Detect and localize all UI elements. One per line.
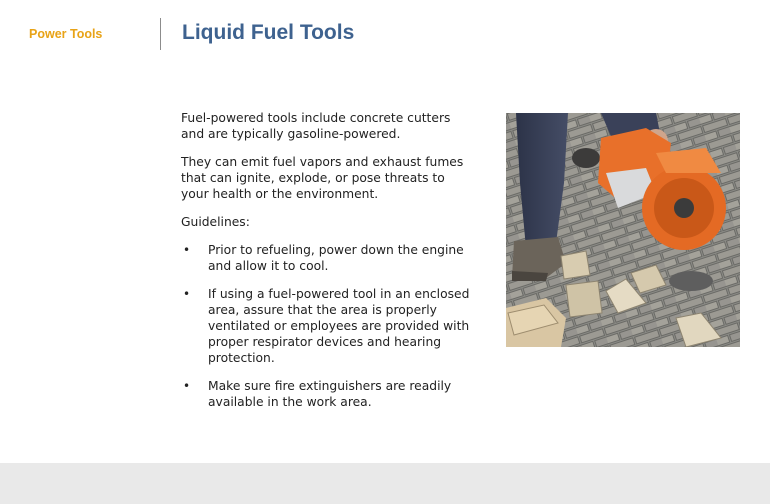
guideline-item (181, 242, 471, 274)
page-title: Liquid Fuel Tools (182, 21, 355, 44)
hazard-paragraph: They can emit fuel vapors and exhaust fumes that can ignite, explode, or pose threats to your health or the environment. (181, 155, 464, 201)
guidelines-list (181, 242, 471, 410)
guideline-item (181, 378, 471, 410)
section-label: Power Tools (29, 27, 103, 41)
concrete-saw-photo (506, 113, 740, 347)
intro-paragraph: Fuel-powered tools include concrete cutters and are typically gasoline-powered. (181, 111, 451, 141)
guidelines-heading: Guidelines: (181, 215, 250, 229)
guideline-text: If using a fuel-powered tool in an enclosed area, assure that the area is properly ventilated or employees are provided with proper respirator devices and hearing protection. (208, 287, 470, 365)
guideline-text: Make sure fire extinguishers are readily available in the work area. (208, 379, 452, 409)
guideline-text: Prior to refueling, power down the engine and allow it to cool. (208, 243, 464, 273)
bullet-icon: • (183, 379, 191, 393)
footer-band (0, 463, 770, 504)
bullet-icon: • (183, 287, 191, 301)
guideline-item (181, 286, 471, 366)
bullet-icon: • (183, 243, 191, 257)
content-body (181, 110, 471, 422)
header-divider (160, 18, 161, 50)
